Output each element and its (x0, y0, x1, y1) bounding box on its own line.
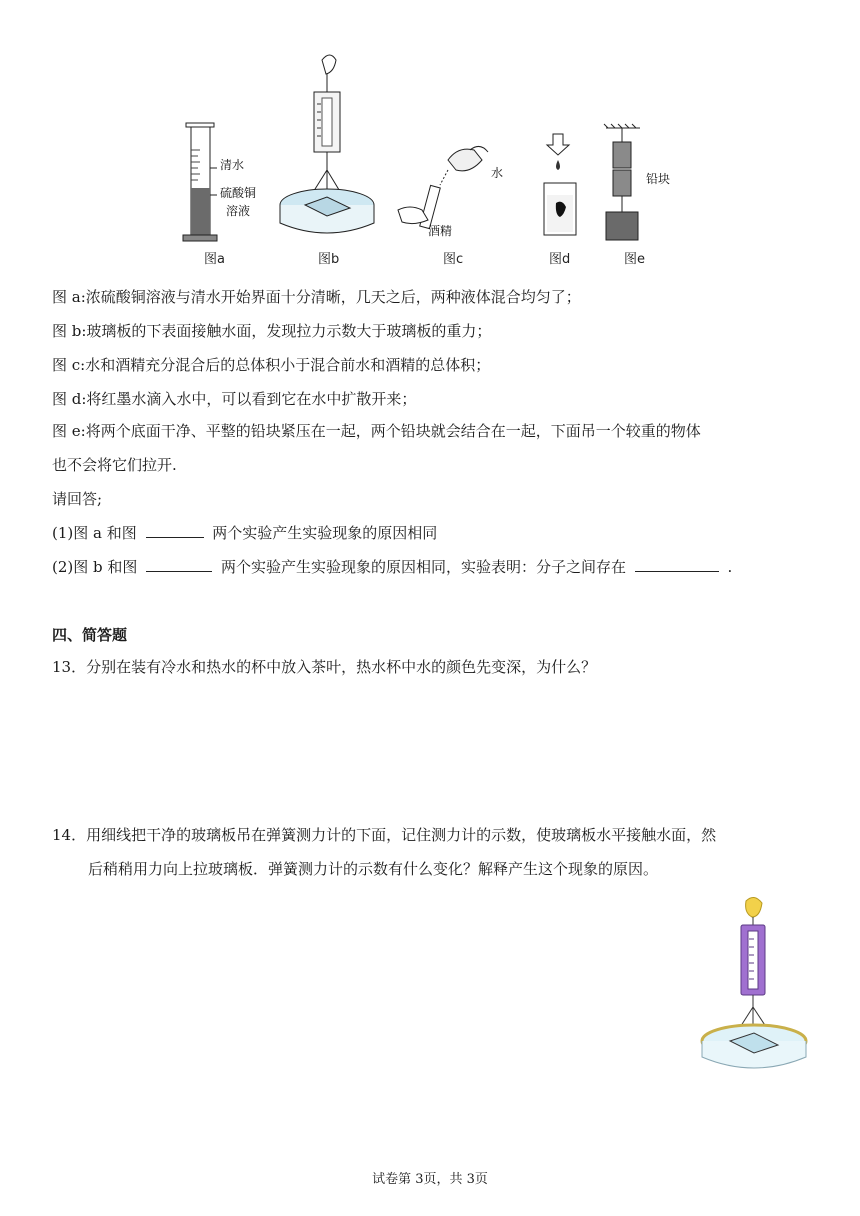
caption-d: 图d (549, 252, 571, 267)
spring-scale-illustration (696, 895, 816, 1085)
question-1-blank[interactable] (146, 523, 204, 538)
water-alcohol-tubes (398, 146, 488, 228)
caption-e: 图e (624, 252, 645, 267)
question-13: 13．分别在装有冷水和热水的杯中放入茶叶，热水杯中水的颜色先变深，为什么？ (52, 658, 597, 676)
lead-blocks (604, 124, 640, 240)
description-c: 图 c:水和酒精充分混合后的总体积小于混合前水和酒精的总体积； (52, 356, 491, 374)
graduated-cylinder (183, 123, 217, 241)
label-lead-block: 铅块 (646, 172, 671, 186)
question-2-end: . (727, 558, 733, 576)
caption-c: 图c (443, 252, 464, 267)
label-water: 水 (491, 166, 504, 180)
question-1 (52, 522, 437, 544)
spring-scale-dish (280, 55, 374, 233)
page-footer: 试卷第 3页，共 3页 (372, 1172, 488, 1187)
question-1-prefix: (1)图 a 和图 (52, 524, 137, 542)
question-2-blank-2[interactable] (635, 557, 719, 572)
description-b: 图 b:玻璃板的下表面接触水面，发现拉力示数大于玻璃板的重力； (52, 322, 492, 340)
label-solution: 溶液 (226, 204, 251, 218)
question-2 (52, 556, 732, 578)
ink-beaker (544, 134, 576, 235)
question-2-prefix: (2)图 b 和图 (52, 558, 138, 576)
label-clear-water: 清水 (220, 158, 245, 172)
question-1-suffix: 两个实验产生实验现象的原因相同 (212, 524, 438, 542)
caption-b: 图b (318, 252, 340, 267)
description-e: 图 e:将两个底面干净、平整的铅块紧压在一起，两个铅块就会结合在一起，下面吊一个较重的物体 (52, 422, 701, 440)
question-2-blank-1[interactable] (146, 557, 212, 572)
answer-prompt: 请回答; (52, 490, 103, 508)
label-alcohol: 酒精 (428, 224, 453, 238)
caption-a: 图a (204, 252, 225, 267)
question-2-middle: 两个实验产生实验现象的原因相同，实验表明：分子之间存在 (220, 558, 626, 576)
description-a: 图 a:浓硫酸铜溶液与清水开始界面十分清晰，几天之后，两种液体混合均匀了； (52, 288, 581, 306)
question-14-line-2: 后稍稍用力向上拉玻璃板．弹簧测力计的示数有什么变化？解释产生这个现象的原因。 (88, 860, 659, 878)
description-e-cont: 也不会将它们拉开. (52, 456, 177, 474)
question-14-line-1: 14．用细线把干净的玻璃板吊在弹簧测力计的下面，记住测力计的示数，使玻璃板水平接触水面，然 (52, 826, 717, 844)
description-d: 图 d:将红墨水滴入水中，可以看到它在水中扩散开来； (52, 390, 417, 408)
section-title: 四、简答题 (52, 626, 128, 644)
label-copper-sulfate: 硫酸铜 (220, 186, 257, 200)
